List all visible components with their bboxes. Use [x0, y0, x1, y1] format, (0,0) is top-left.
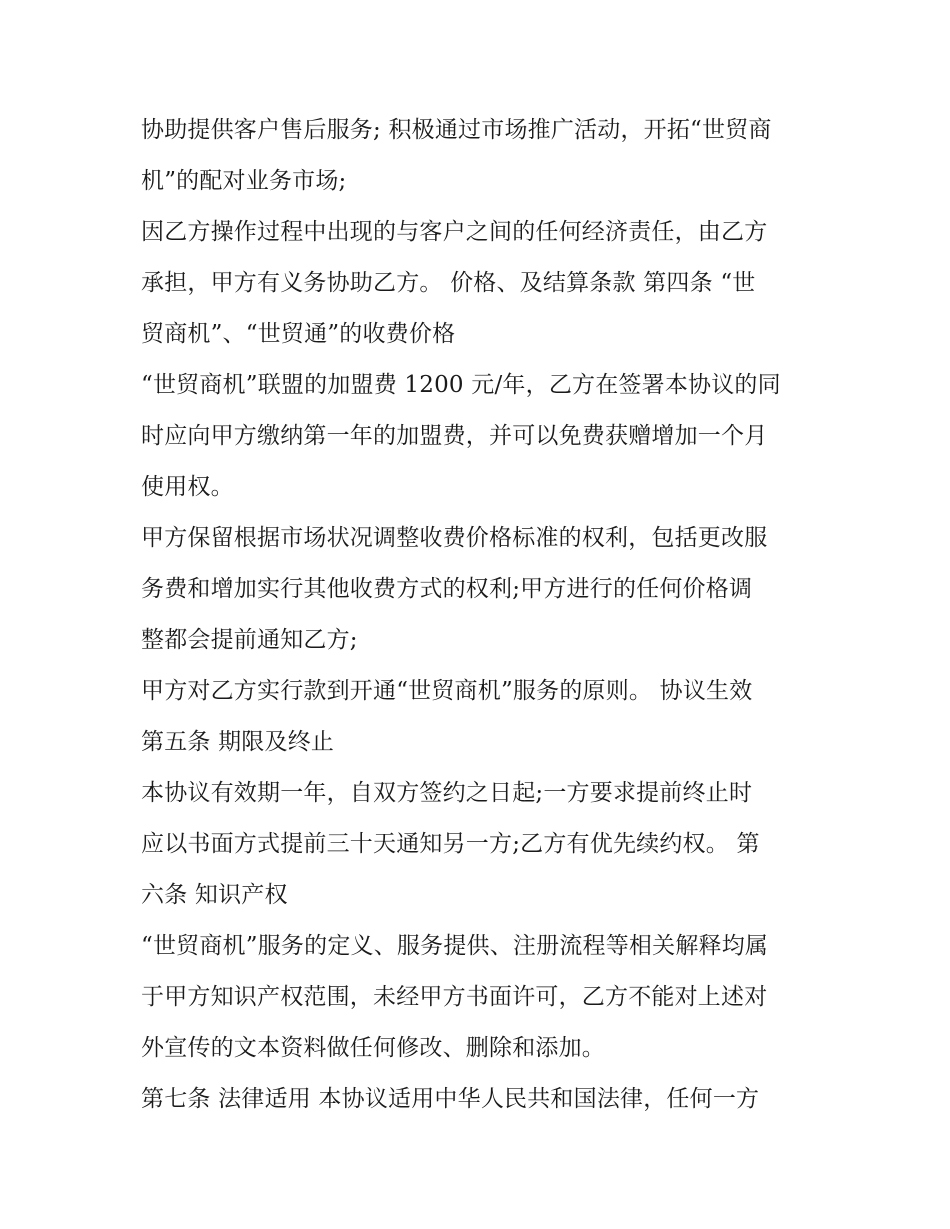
text-line: 协助提供客户售后服务; 积极通过市场推广活动，开拓“世贸商: [141, 117, 772, 143]
text-line: 六条 知识产权: [141, 882, 288, 908]
text-line: 整都会提前通知乙方;: [141, 627, 358, 653]
text-line: 应以书面方式提前三十天通知另一方;乙方有优先续约权。 第: [141, 831, 760, 857]
text-line: 第五条 期限及终止: [141, 729, 335, 755]
text-line: 承担，甲方有义务协助乙方。 价格、及结算条款 第四条 “世: [141, 270, 756, 296]
text-line: 本协议有效期一年，自双方签约之日起;一方要求提前终止时: [141, 780, 753, 806]
text-line: 时应向甲方缴纳第一年的加盟费，并可以免费获赠增加一个月: [141, 423, 768, 449]
text-line: 机”的配对业务市场;: [141, 168, 347, 194]
text-line: 甲方对乙方实行款到开通“世贸商机”服务的原则。 协议生效: [141, 678, 753, 704]
document-body: [141, 105, 831, 1125]
text-line: 因乙方操作过程中出现的与客户之间的任何经济责任，由乙方: [141, 219, 768, 245]
text-line: “世贸商机”联盟的加盟费 1200 元/年，乙方在签署本协议的同: [141, 372, 781, 398]
text-line: 第七条 法律适用 本协议适用中华人民共和国法律，任何一方: [141, 1086, 760, 1112]
text-line: 甲方保留根据市场状况调整收费价格标准的权利，包括更改服: [141, 525, 768, 551]
text-line: 使用权。: [141, 474, 234, 500]
text-line: “世贸商机”服务的定义、服务提供、注册流程等相关解释均属: [141, 933, 769, 959]
text-line: 务费和增加实行其他收费方式的权利;甲方进行的任何价格调: [141, 576, 753, 602]
text-line: 外宣传的文本资料做任何修改、删除和添加。: [141, 1035, 605, 1061]
text-line: 贸商机”、“世贸通”的收费价格: [141, 321, 456, 347]
text-line: 于甲方知识产权范围，未经甲方书面许可，乙方不能对上述对: [141, 984, 768, 1010]
